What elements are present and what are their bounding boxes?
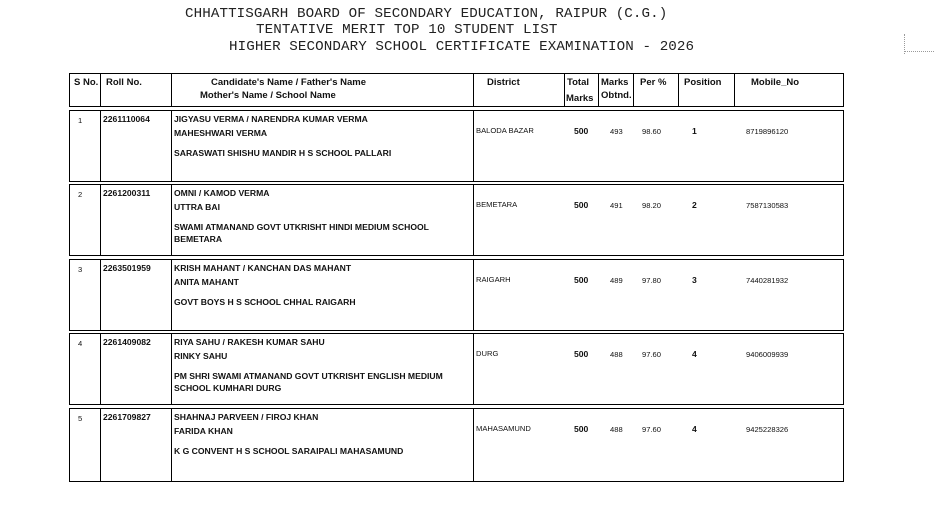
header-total-marks: Marks [566, 93, 594, 104]
table-row [69, 184, 844, 256]
row-mobile: 7587130583 [746, 201, 789, 210]
row-district: BALODA BAZAR [476, 126, 534, 135]
header-marks: Marks [601, 77, 629, 88]
row-mobile: 8719896120 [746, 127, 789, 136]
row-position: 1 [692, 126, 697, 136]
row-total: 500 [574, 424, 589, 434]
row-candidate: OMNI / KAMOD VERMA [174, 188, 270, 198]
row-position: 2 [692, 200, 697, 210]
header-district: District [487, 77, 520, 88]
list-title: TENTATIVE MERIT TOP 10 STUDENT LIST [256, 22, 558, 38]
row-school: SWAMI ATMANAND GOVT UTKRISHT HINDI MEDIUM SCHOOL BEMETARA [174, 222, 429, 244]
row-position: 4 [692, 424, 697, 434]
row-school: PM SHRI SWAMI ATMANAND GOVT UTKRISHT ENGLISH MEDIUM SCHOOL KUMHARI DURG [174, 371, 443, 393]
row-percent: 98.20 [642, 201, 662, 210]
row-candidate: KRISH MAHANT / KANCHAN DAS MAHANT [174, 263, 352, 273]
header-sno: S No. [74, 77, 99, 88]
row-percent: 97.80 [642, 276, 662, 285]
row-candidate: JIGYASU VERMA / NARENDRA KUMAR VERMA [174, 114, 368, 124]
row-mother: UTTRA BAI [174, 202, 220, 212]
row-total: 500 [574, 200, 589, 210]
row-marks: 488 [610, 350, 623, 359]
row-position: 4 [692, 349, 697, 359]
board-title: CHHATTISGARH BOARD OF SECONDARY EDUCATION, RAIPUR (C.G.) [185, 6, 668, 22]
row-total: 500 [574, 349, 589, 359]
row-percent: 98.60 [642, 127, 662, 136]
row-marks: 491 [610, 201, 623, 210]
header-candidate: Candidate's Name / Father's Name [211, 77, 366, 88]
row-mother: FARIDA KHAN [174, 426, 233, 436]
header-position: Position [684, 77, 722, 88]
row-candidate: SHAHNAJ PARVEEN / FIROJ KHAN [174, 412, 319, 422]
row-school: SARASWATI SHISHU MANDIR H S SCHOOL PALLARI [174, 148, 392, 158]
row-total: 500 [574, 126, 589, 136]
row-mother: ANITA MAHANT [174, 277, 239, 287]
row-district: DURG [476, 349, 499, 358]
header-total: Total [567, 77, 589, 88]
table-header [69, 73, 844, 107]
row-percent: 97.60 [642, 425, 662, 434]
header-mother-school: Mother's Name / School Name [200, 90, 336, 101]
row-roll: 2261709827 [103, 412, 151, 422]
row-roll: 2263501959 [103, 263, 151, 273]
header-percent: Per % [640, 77, 667, 88]
row-sno: 4 [78, 339, 83, 348]
header-mobile: Mobile_No [751, 77, 800, 88]
row-sno: 3 [78, 265, 83, 274]
row-candidate: RIYA SAHU / RAKESH KUMAR SAHU [174, 337, 325, 347]
row-school: GOVT BOYS H S SCHOOL CHHAL RAIGARH [174, 297, 356, 307]
row-mobile: 9425228326 [746, 425, 789, 434]
exam-title: HIGHER SECONDARY SCHOOL CERTIFICATE EXAMINATION - 2026 [229, 39, 695, 55]
row-district: BEMETARA [476, 200, 518, 209]
row-roll: 2261110064 [103, 114, 150, 124]
row-position: 3 [692, 275, 697, 285]
row-marks: 489 [610, 276, 623, 285]
row-roll: 2261409082 [103, 337, 151, 347]
row-total: 500 [574, 275, 589, 285]
row-sno: 2 [78, 190, 83, 199]
row-district: MAHASAMUND [476, 424, 531, 433]
row-school: K G CONVENT H S SCHOOL SARAIPALI MAHASAMUND [174, 446, 404, 456]
row-mobile: 9406009939 [746, 350, 789, 359]
row-roll: 2261200311 [103, 188, 151, 198]
row-sno: 1 [78, 116, 83, 125]
table-row [69, 259, 844, 331]
row-district: RAIGARH [476, 275, 511, 284]
row-marks: 488 [610, 425, 623, 434]
header-obtained: Obtnd. [601, 90, 632, 101]
row-mobile: 7440281932 [746, 276, 789, 285]
row-sno: 5 [78, 414, 83, 423]
row-marks: 493 [610, 127, 623, 136]
table-row [69, 408, 844, 482]
table-row [69, 110, 844, 182]
dotted-marker-line [904, 51, 934, 52]
row-mother: MAHESHWARI VERMA [174, 128, 268, 138]
row-percent: 97.60 [642, 350, 662, 359]
table-row [69, 333, 844, 405]
row-mother: RINKY SAHU [174, 351, 228, 361]
header-roll: Roll No. [106, 77, 142, 88]
